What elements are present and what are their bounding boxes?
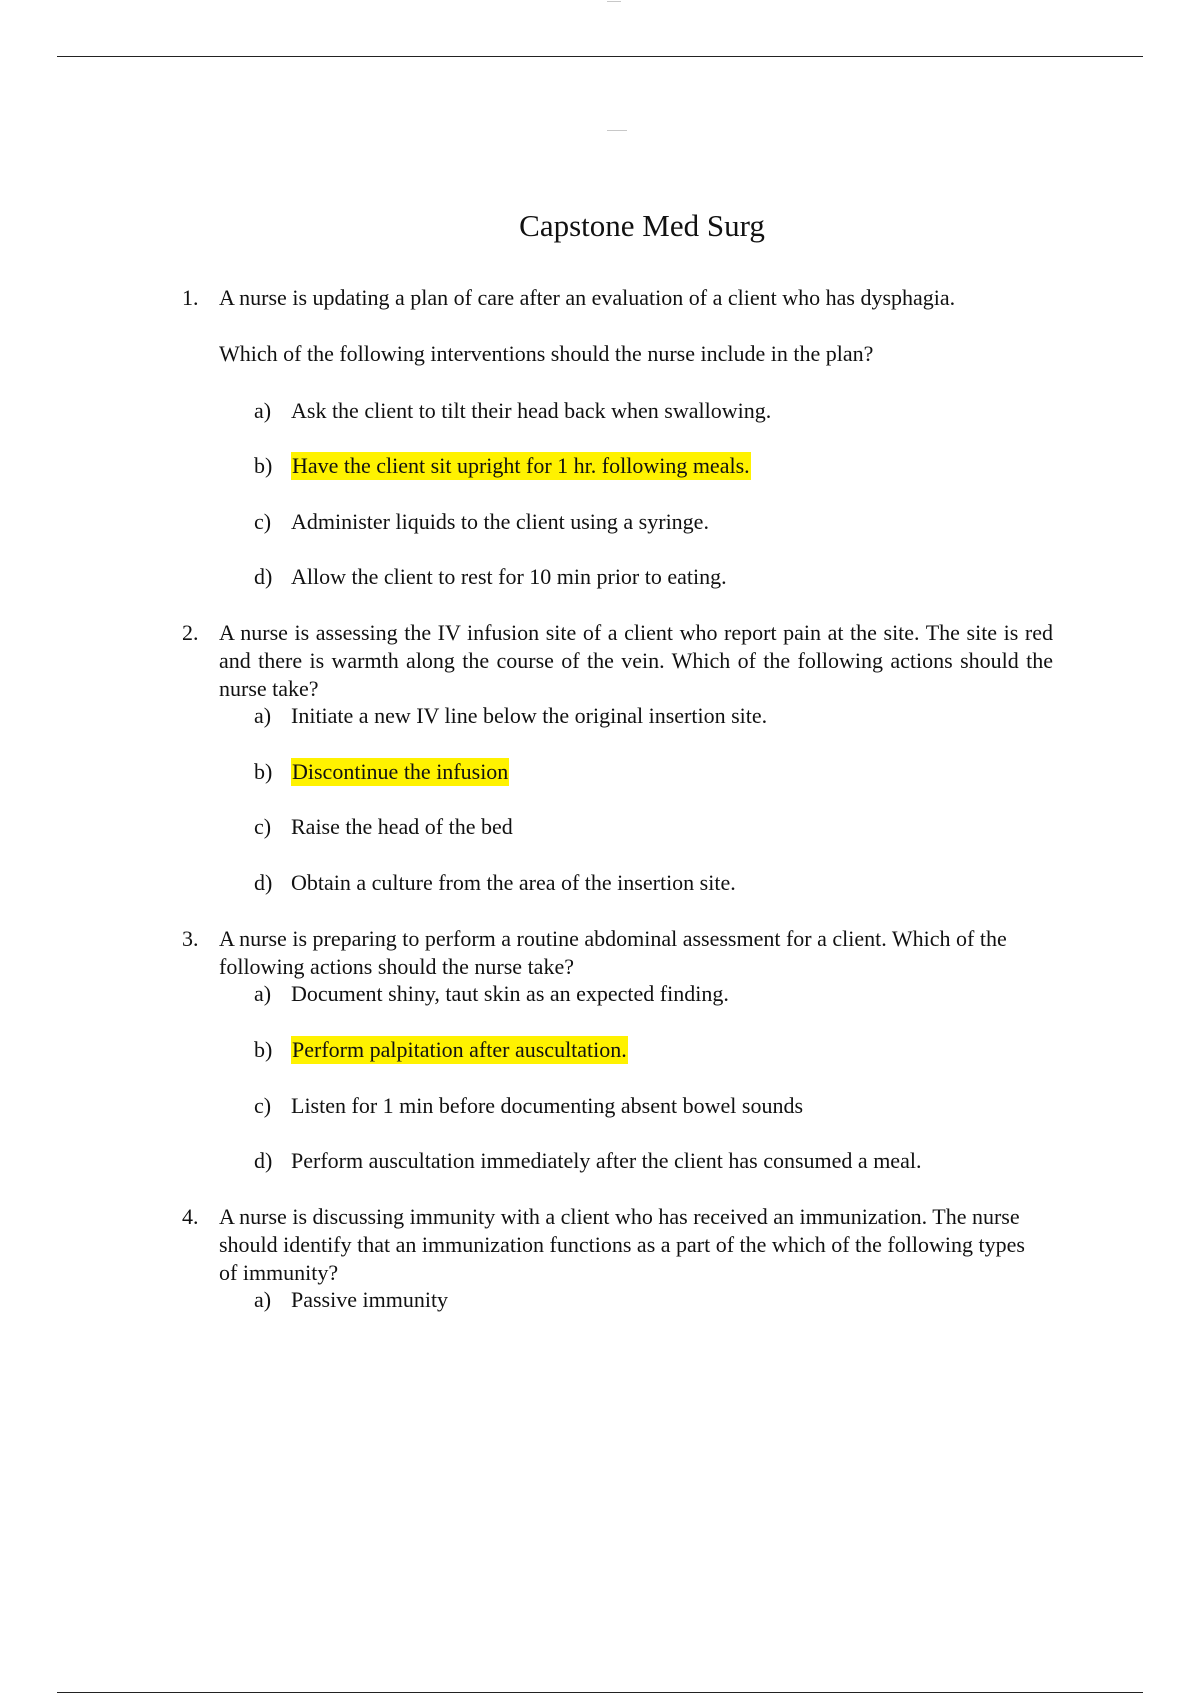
option-text: Administer liquids to the client using a syringe. [291,509,709,534]
option-text: Obtain a culture from the area of the insertion site. [291,870,736,895]
option-letter: c) [254,509,272,534]
option-letter: c) [254,1093,272,1118]
header-dash [607,130,627,131]
question-text-continued: Which of the following interventions should the nurse include in the plan? [219,341,874,366]
option-text: Ask the client to tilt their head back when swallowing. [291,398,772,423]
option-letter: a) [254,1287,272,1312]
page-title: Capstone Med Surg [519,208,765,243]
question-text: A nurse is discussing immunity with a client who has received an immunization. The nurse should identify that an immunization functions as a part of the which of the following types of immunity? [219,1204,1025,1285]
option-letter: a) [254,981,272,1006]
option-letter: d) [254,1148,273,1173]
option-text-highlighted: Discontinue the infusion [292,759,509,784]
question-number: 2. [182,620,199,645]
question-text: A nurse is preparing to perform a routine abdominal assessment for a client. Which of the following actions should the nurse take? [219,926,1007,979]
option-text-highlighted: Perform palpitation after auscultation. [292,1037,627,1062]
option-text: Passive immunity [291,1287,449,1312]
top-rule [57,56,1143,57]
option-text: Listen for 1 min before documenting absent bowel sounds [291,1093,804,1118]
question-number: 4. [182,1204,199,1229]
option-letter: c) [254,814,272,839]
option-text: Initiate a new IV line below the original insertion site. [291,703,768,728]
top-scan-mark [607,1,621,2]
question-number: 3. [182,926,199,951]
question-text: A nurse is updating a plan of care after an evaluation of a client who has dysphagia. [219,285,956,310]
bottom-rule [57,1692,1143,1693]
option-letter: d) [254,564,273,589]
option-text: Perform auscultation immediately after the client has consumed a meal. [291,1148,922,1173]
option-letter: d) [254,870,273,895]
option-letter: b) [254,453,273,478]
option-text: Allow the client to rest for 10 min prior to eating. [291,564,727,589]
option-letter: a) [254,398,272,423]
option-letter: a) [254,703,272,728]
option-letter: b) [254,1037,273,1062]
option-text: Document shiny, taut skin as an expected finding. [291,981,729,1006]
option-text-highlighted: Have the client sit upright for 1 hr. following meals. [292,453,750,478]
question-number: 1. [182,285,199,310]
option-text: Raise the head of the bed [291,814,513,839]
option-letter: b) [254,759,273,784]
question-text: A nurse is assessing the IV infusion site of a client who report pain at the site. The site is red and there is warmth along the course of the vein. Which of the following actions should the nurse take? [219,620,1053,701]
